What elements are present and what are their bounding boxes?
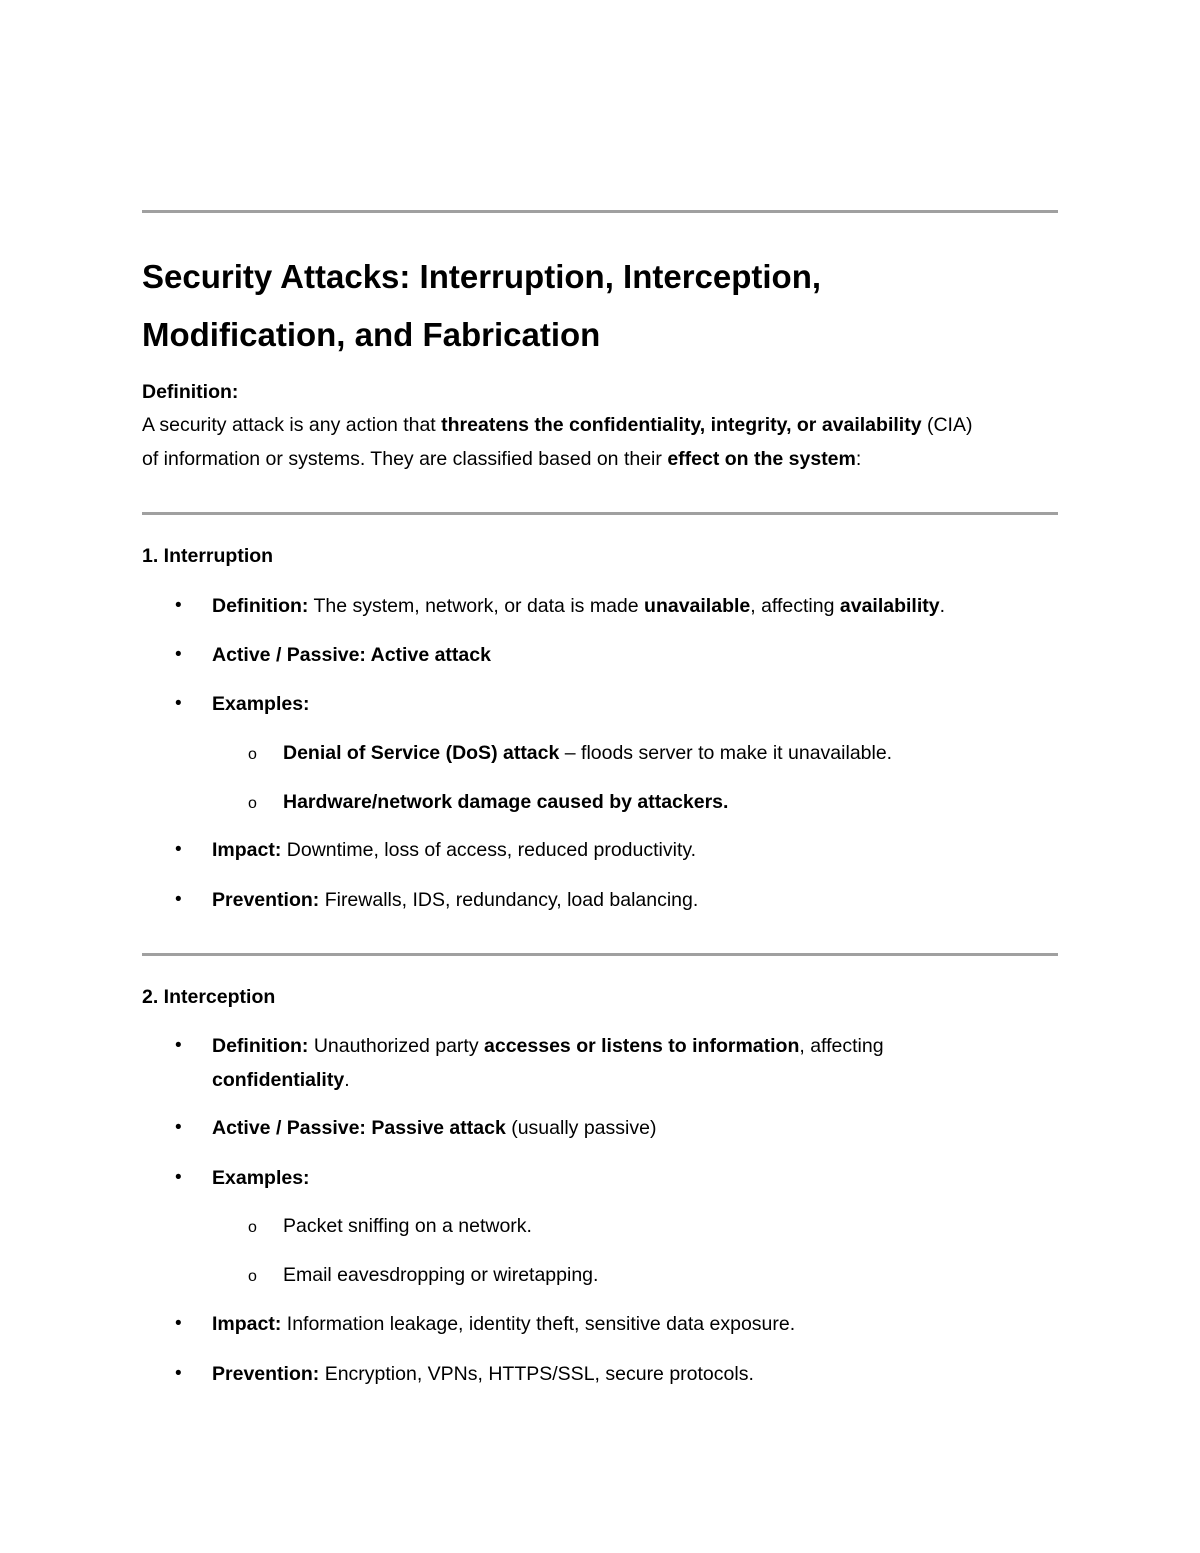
- section-heading-interception: 2. Interception: [142, 986, 276, 1008]
- bullet-icon: •: [175, 1313, 182, 1334]
- list-item-interception-examples: • Examples:: [212, 1161, 1032, 1195]
- list-item-interception-example-1: o Packet sniffing on a network.: [283, 1209, 1043, 1243]
- sub-bullet-icon: o: [248, 746, 257, 763]
- list-item-interruption-examples: • Examples:: [212, 687, 1032, 721]
- bullet-icon: •: [175, 1035, 182, 1056]
- list-item-interception-impact: • Impact: Information leakage, identity theft, sensitive data exposure.: [212, 1307, 1032, 1341]
- list-item-interruption-definition: • Definition: The system, network, or data is made unavailable, affecting availability.: [212, 589, 1032, 623]
- list-item-interruption-example-1: o Denial of Service (DoS) attack – floods server to make it unavailable.: [283, 736, 1043, 770]
- list-item-interception-example-2: o Email eavesdropping or wiretapping.: [283, 1258, 1043, 1292]
- bullet-icon: •: [175, 1167, 182, 1188]
- page-title: [142, 248, 1058, 364]
- sub-bullet-icon: o: [248, 1268, 257, 1285]
- list-item-interruption-example-2: o Hardware/network damage caused by attackers.: [283, 785, 1043, 819]
- definition-text: A security attack is any action that threatens the confidentiality, integrity, or availability (CIA) of information or systems. They are classified based on their effect on the system:: [142, 414, 973, 470]
- list-item-interruption-impact: • Impact: Downtime, loss of access, reduced productivity.: [212, 833, 1032, 867]
- bullet-icon: •: [175, 1117, 182, 1138]
- bullet-icon: •: [175, 1363, 182, 1384]
- bullet-icon: •: [175, 889, 182, 910]
- bullet-icon: •: [175, 644, 182, 665]
- horizontal-rule-top: [142, 210, 1058, 213]
- horizontal-rule-1: [142, 512, 1058, 515]
- definition-label: Definition:: [142, 381, 239, 403]
- bullet-icon: •: [175, 839, 182, 860]
- title-line-2: Modification, and Fabrication: [142, 316, 601, 353]
- section-heading-interruption: 1. Interruption: [142, 545, 274, 567]
- list-item-interception-prevention: • Prevention: Encryption, VPNs, HTTPS/SSL, secure protocols.: [212, 1357, 1032, 1391]
- list-item-interception-definition: • Definition: Unauthorized party accesses or listens to information, affecting confidentiality.: [212, 1029, 1032, 1097]
- sub-bullet-icon: o: [248, 795, 257, 812]
- bullet-icon: •: [175, 693, 182, 714]
- sub-bullet-icon: o: [248, 1219, 257, 1236]
- list-item-interruption-prevention: • Prevention: Firewalls, IDS, redundancy, load balancing.: [212, 883, 1032, 917]
- bullet-icon: •: [175, 595, 182, 616]
- horizontal-rule-2: [142, 953, 1058, 956]
- title-line-1: Security Attacks: Interruption, Interception,: [142, 258, 822, 295]
- list-item-interruption-active-passive: • Active / Passive: Active attack: [212, 638, 1032, 672]
- list-item-interception-active-passive: • Active / Passive: Passive attack (usually passive): [212, 1111, 1032, 1145]
